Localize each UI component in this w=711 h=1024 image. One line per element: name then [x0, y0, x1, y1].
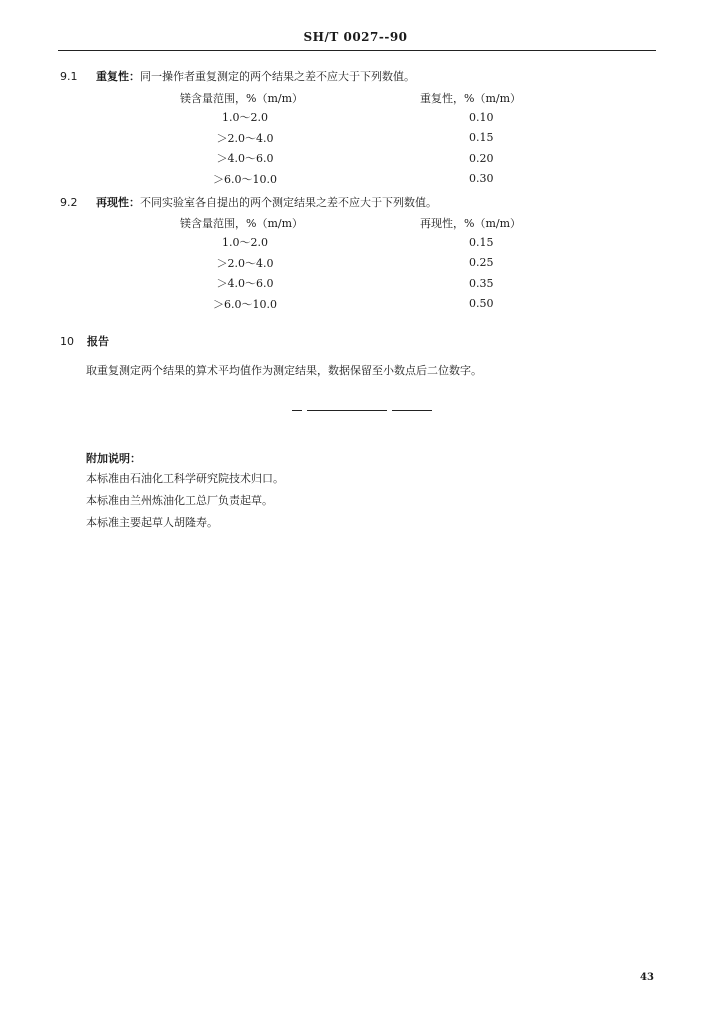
- value-cell: 0.20: [469, 151, 494, 165]
- table-row: [180, 232, 540, 253]
- report-paragraph: 取重复测定两个结果的算术平均值作为测定结果，数据保留至小数点后二位数字。: [86, 364, 482, 377]
- col-header-range: 镁含量范围，%（m/m）: [180, 216, 304, 230]
- table-row: [180, 148, 540, 169]
- col-header-value: 再现性，%（m/m）: [420, 216, 522, 230]
- value-cell: 0.15: [469, 235, 494, 249]
- table-header-row: [180, 88, 540, 107]
- col-header-value: 重复性，%（m/m）: [420, 91, 522, 105]
- range-cell: ＞2.0～4.0: [216, 256, 274, 270]
- value-cell: 0.35: [469, 276, 494, 290]
- end-rule-long: [307, 410, 387, 411]
- page-number: 43: [640, 972, 654, 983]
- table-row: [180, 294, 540, 315]
- table-row: [180, 273, 540, 294]
- range-cell: ＞4.0～6.0: [216, 277, 274, 291]
- range-cell: 1.0～2.0: [222, 236, 268, 250]
- additional-notes-heading: 附加说明：: [86, 452, 141, 465]
- standard-code-header: SH/T 0027--90: [303, 30, 408, 44]
- clause-label: 再现性：: [96, 196, 140, 209]
- value-cell: 0.15: [469, 131, 494, 145]
- end-rule-short: [392, 410, 432, 411]
- value-cell: 0.30: [469, 172, 494, 186]
- range-cell: ＞4.0～6.0: [216, 152, 274, 166]
- table-row: [180, 169, 540, 190]
- range-cell: ＞6.0～10.0: [213, 297, 277, 311]
- clause-number: 9.2: [60, 196, 78, 209]
- table-row: [180, 107, 540, 128]
- section-number: 10: [60, 335, 74, 348]
- table-header-row: [180, 213, 540, 232]
- range-cell: ＞2.0～4.0: [216, 131, 274, 145]
- section-title: 报告: [87, 335, 109, 348]
- clause-reproducibility: [60, 194, 437, 210]
- note-line: 本标准由兰州炼油化工总厂负责起草。: [86, 494, 273, 507]
- table-row: [180, 253, 540, 274]
- table-row: [180, 128, 540, 149]
- clause-label: 重复性：: [96, 70, 140, 83]
- clause-text: 不同实验室各自提出的两个测定结果之差不应大于下列数值。: [140, 196, 437, 209]
- col-header-range: 镁含量范围，%（m/m）: [180, 91, 304, 105]
- value-cell: 0.25: [469, 256, 494, 270]
- reproducibility-table: [180, 213, 540, 314]
- header-rule: [58, 50, 656, 51]
- repeatability-table: [180, 88, 540, 189]
- clause-repeatability: [60, 68, 415, 84]
- note-line: 本标准由石油化工科学研究院技术归口。: [86, 472, 284, 485]
- range-cell: 1.0～2.0: [222, 111, 268, 125]
- value-cell: 0.50: [469, 297, 494, 311]
- clause-number: 9.1: [60, 70, 78, 83]
- note-line: 本标准主要起草人胡隆寿。: [86, 516, 218, 529]
- section-report-heading: [60, 333, 109, 349]
- end-rule-dash: [292, 410, 302, 411]
- value-cell: 0.10: [469, 110, 494, 124]
- clause-text: 同一操作者重复测定的两个结果之差不应大于下列数值。: [140, 70, 415, 83]
- range-cell: ＞6.0～10.0: [213, 172, 277, 186]
